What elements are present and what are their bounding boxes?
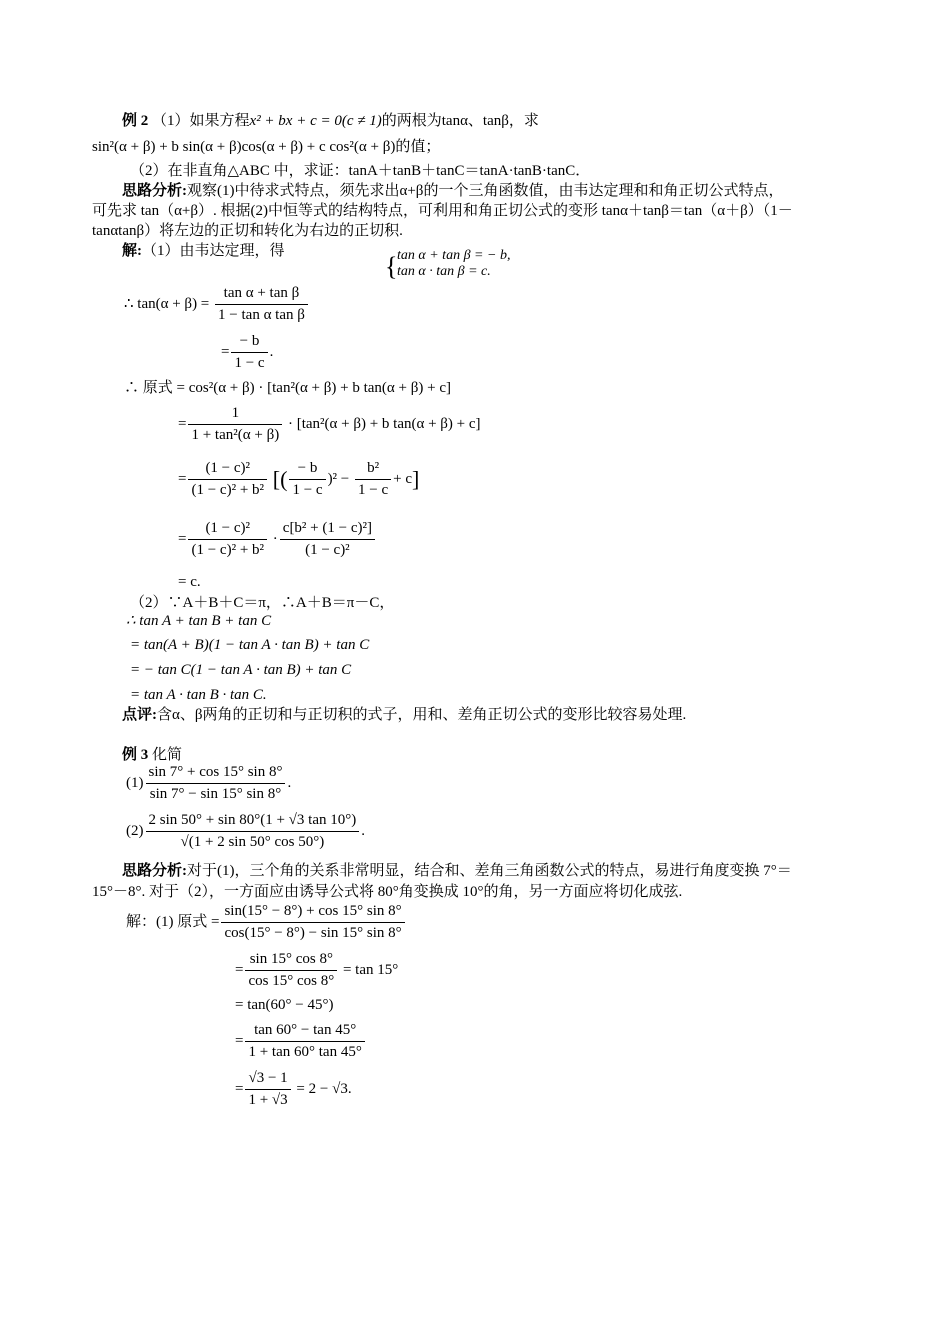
denominator: 1 − c [292,482,323,498]
fraction [221,903,404,942]
fraction [289,460,325,499]
fraction [245,1070,290,1109]
solution-prefix: 解：(1) 原式 = [126,913,220,930]
result: = 2 − √3. [296,1080,352,1097]
fraction [188,520,267,559]
fraction [231,333,267,372]
result: = tan 15° [342,961,399,978]
numerator: sin 15° cos 8° [245,951,337,971]
close-bracket: ] [412,466,420,492]
analysis-paragraph [122,182,783,200]
expression: sin²(α + β) + b sin(α + β)cos(α + β) + c cos²(α + β) [92,139,396,155]
comment-paragraph [122,706,686,724]
analysis-text: 对于(1)，三个角的关系非常明显，结合和、差角三角函数公式的特点，易进行角度变换 7°＝ [187,863,792,879]
example-2-label: 例 2 [122,113,149,129]
question-text: （1）如果方程 [152,113,250,129]
example-3-solution-line-2 [235,951,398,990]
example-3-solution-line-5 [235,1070,352,1109]
comment-label: 点评: [122,707,157,723]
part-2-line-4: = tan A · tan B · tan C. [130,687,267,703]
analysis-text-line: tanαtanβ）将左边的正切和转化为右边的正切积. [92,223,403,239]
fraction [355,460,391,499]
example-3-item-2: (2) $\frac{2 \sin 50^\circ + \sin 80^\circ(1 + √3 \tan 10^\circ)}{√(1 + 2 \sin 50^\circ \cos 50^\circ)}$ . [126,812,365,850]
fraction [245,1022,364,1061]
plus-c: + c [393,470,413,487]
denominator: 1 − c [358,482,389,498]
bracket-term: · [tan²(α + β) + b tan(α + β) + c] [287,415,481,432]
system-line-1: tan α + tan β = − b, [397,248,511,263]
step-tan-sum [124,285,310,324]
denominator: √(1 + 2 sin 50° cos 50°) [180,834,325,850]
numerator: − b [231,333,267,353]
denominator: (1 − c)² + b² [191,482,265,498]
step-lhs: ∴ tan(α + β) = [124,295,210,312]
fraction [188,460,267,499]
equals: = [235,1080,244,1097]
brace: { [385,252,398,281]
example-3-label: 例 3 [122,747,149,763]
step-7: = c. [178,574,201,590]
example-3-analysis [122,862,792,880]
denominator: cos 15° cos 8° [248,973,335,989]
example-2-question-1 [122,112,539,130]
fraction [280,520,375,559]
step-original-expression: ∴ 原式 = cos²(α + β) · [tan²(α + β) + b tan(α + β) + c] [124,380,451,396]
question-text: 的两根为tanα、tanβ，求 [381,113,539,129]
item-number: (1) [126,774,144,791]
example-2-expression [92,138,440,156]
numerator: c[b² + (1 − c)²] [280,520,375,540]
equation-system [385,248,575,281]
denominator: 1 + tan 60° tan 45° [248,1044,362,1060]
equals: = [235,961,244,978]
power-minus: )² − [327,470,350,487]
part-2-intro: （2）∵A＋B＋C＝π，∴A＋B＝π－C， [130,595,395,611]
denominator: 1 + tan²(α + β) [191,427,280,443]
equals: = [221,343,230,360]
question-text: 的值； [395,139,441,155]
example-2-question-2: （2）在非直角△ABC 中，求证：tanA＋tanB＋tanC＝tanA·tanB·tanC． [130,163,591,179]
equals: = [178,415,187,432]
numerator: tan α + tan β [215,285,308,305]
item-number: (2) [126,822,144,839]
numerator: 2 sin 50° + sin 80°(1 + √3 tan 10°) [146,812,360,832]
numerator: √3 − 1 [245,1070,290,1090]
example-3-heading [122,746,182,764]
fraction [215,285,308,324]
numerator: sin(15° − 8°) + cos 15° sin 8° [221,903,404,923]
denominator: 1 − tan α tan β [218,307,305,323]
comment-text: 含α、β两角的正切和与正切积的式子，用和、差角正切公式的变形比较容易处理. [157,707,687,723]
example-3-item-1: (1) $\frac{\sin 7^\circ + \cos 15^\circ \sin 8^\circ}{\sin 7^\circ - \sin 15^\circ \sin 8^\circ}$ . [126,764,292,802]
fraction [146,812,360,851]
part-2-line-3: = − tan C(1 − tan A · tan B) + tan C [130,662,352,678]
numerator: (1 − c)² [188,520,267,540]
fraction [146,764,286,803]
fraction [245,951,337,990]
system-line-2: tan α · tan β = c. [397,264,491,279]
dot: · [272,530,278,547]
denominator: (1 − c)² [305,542,350,558]
analysis-text: 观察(1)中待求式特点，须先求出α+β的一个三角函数值，由韦达定理和和角正切公式特点， [187,183,784,199]
solution-label: 解: [122,243,142,259]
step-4 [178,405,481,444]
step-tan-sum-result: = $\frac{- b}{1 - c}$ . [221,333,274,371]
fraction [188,405,282,444]
open-bracket: [ [272,466,281,492]
part-2-line-1: ∴ tan A + tan B + tan C [126,613,272,629]
analysis-label: 思路分析: [122,183,187,199]
open-paren: ( [280,466,288,492]
step-5 [178,460,419,499]
solution-intro [122,242,285,260]
numerator: sin 7° + cos 15° sin 8° [146,764,286,784]
denominator: cos(15° − 8°) − sin 15° sin 8° [224,925,402,941]
step-6 [178,520,377,559]
denominator: 1 + √3 [248,1092,288,1108]
equals: = [178,470,187,487]
solution-text: （1）由韦达定理，得 [142,243,285,259]
example-3-solution-line-4 [235,1022,367,1061]
analysis-text-line: 可先求 tan（α+β）. 根据(2)中恒等式的结构特点，可利用和角正切公式的变形 tanα＋tanβ＝tan（α＋β）（1－ [92,203,793,219]
equation: x² + bx + c = 0(c ≠ 1) [249,113,382,129]
numerator: 1 [188,405,282,425]
equals: = [235,1032,244,1049]
denominator: (1 − c)² + b² [191,542,265,558]
numerator: − b [289,460,325,480]
denominator: sin 7° − sin 15° sin 8° [149,786,282,802]
example-3-solution-line-3: = tan(60° − 45°) [235,997,334,1013]
numerator: b² [355,460,391,480]
analysis-text-line: 15°－8°. 对于（2），一方面应由诱导公式将 80°角变换成 10°的角，另一方面应将切化成弦. [92,884,683,900]
numerator: (1 − c)² [188,460,267,480]
part-2-line-2: = tan(A + B)(1 − tan A · tan B) + tan C [130,637,370,653]
analysis-label: 思路分析: [122,863,187,879]
example-3-solution-line-1 [126,903,407,942]
denominator: 1 − c [234,355,265,371]
numerator: tan 60° − tan 45° [245,1022,364,1042]
example-3-title: 化简 [152,747,183,763]
equals: = [178,530,187,547]
